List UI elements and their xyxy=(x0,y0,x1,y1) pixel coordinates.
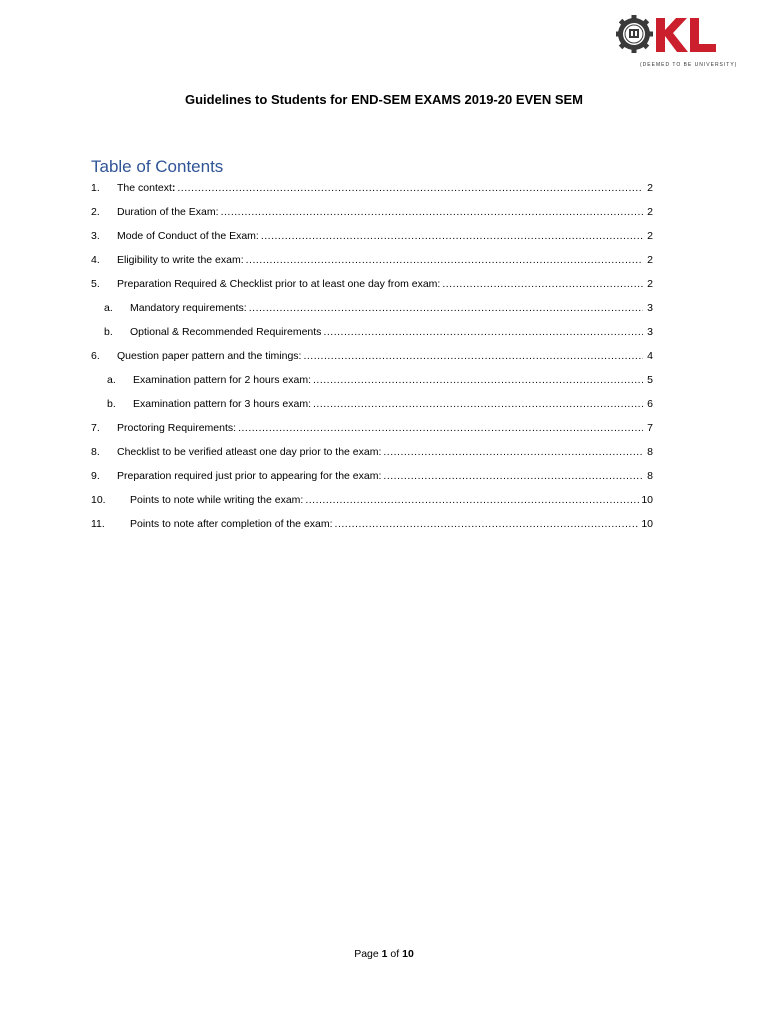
toc-leader-dots xyxy=(249,300,643,316)
toc-entry-page: 10 xyxy=(641,494,653,506)
toc-leader-dots xyxy=(177,180,643,196)
toc-entry-number: 2. xyxy=(91,206,100,218)
toc-subentry[interactable] xyxy=(91,372,653,396)
toc-leader-dots xyxy=(261,228,643,244)
toc-entry-number: a. xyxy=(104,302,113,314)
toc-entry-page: 10 xyxy=(641,518,653,530)
document-title: Guidelines to Students for END-SEM EXAMS 2019-20 EVEN SEM xyxy=(184,92,584,107)
toc-entry-page: 2 xyxy=(647,278,653,290)
toc-entry-label: Eligibility to write the exam: xyxy=(117,254,244,266)
toc-entry-label: The context: xyxy=(117,182,176,194)
university-logo xyxy=(616,12,738,68)
toc-entry-page: 3 xyxy=(647,326,653,338)
toc-entry-number: a. xyxy=(107,374,116,386)
toc-entry-page: 7 xyxy=(647,422,653,434)
toc-entry-page: 5 xyxy=(647,374,653,386)
toc-leader-dots xyxy=(383,444,643,460)
toc-entry-label: Points to note while writing the exam: xyxy=(130,494,304,506)
toc-entry-number: 1. xyxy=(91,182,100,194)
toc-leader-dots xyxy=(305,492,639,508)
toc-leader-dots xyxy=(238,420,643,436)
toc-entry-page: 2 xyxy=(647,230,653,242)
toc-entry-number: 5. xyxy=(91,278,100,290)
toc-entry[interactable] xyxy=(91,420,653,444)
toc-entry-label: Optional & Recommended Requirements xyxy=(130,326,322,338)
footer-current-page: 1 xyxy=(381,948,388,960)
toc-entry[interactable] xyxy=(91,468,653,492)
table-of-contents xyxy=(91,180,653,540)
toc-entry-label: Points to note after completion of the exam: xyxy=(130,518,333,530)
toc-entry[interactable] xyxy=(91,516,653,540)
toc-entry-label: Proctoring Requirements: xyxy=(117,422,237,434)
toc-entry-label: Mandatory requirements: xyxy=(130,302,247,314)
toc-entry-number: 11. xyxy=(91,518,105,530)
page-number-footer xyxy=(0,948,768,960)
toc-entry[interactable] xyxy=(91,252,653,276)
toc-leader-dots xyxy=(221,204,643,220)
toc-entry-number: b. xyxy=(107,398,116,410)
toc-entry-label: Duration of the Exam: xyxy=(117,206,219,218)
toc-entry-label: Examination pattern for 3 hours exam: xyxy=(133,398,312,410)
toc-entry[interactable] xyxy=(91,228,653,252)
kl-university-logo-icon xyxy=(616,12,720,58)
toc-leader-dots xyxy=(313,372,643,388)
toc-leader-dots xyxy=(246,252,643,268)
footer-total-pages: 10 xyxy=(402,948,414,960)
toc-entry-number: 6. xyxy=(91,350,100,362)
toc-entry-page: 8 xyxy=(647,470,653,482)
toc-subentry[interactable] xyxy=(91,324,653,348)
toc-entry-page: 2 xyxy=(647,206,653,218)
footer-page-prefix: Page xyxy=(354,948,379,960)
toc-leader-dots xyxy=(442,276,643,292)
toc-entry-label: Question paper pattern and the timings: xyxy=(117,350,302,362)
toc-leader-dots xyxy=(323,324,643,340)
toc-entry-number: 8. xyxy=(91,446,100,458)
toc-entry-label: Mode of Conduct of the Exam: xyxy=(117,230,259,242)
toc-entry-label: Checklist to be verified atleast one day prior to the exam: xyxy=(117,446,382,458)
toc-entry[interactable] xyxy=(91,276,653,300)
toc-entry-number: 4. xyxy=(91,254,100,266)
toc-leader-dots xyxy=(383,468,643,484)
toc-entry-page: 8 xyxy=(647,446,653,458)
toc-entry[interactable] xyxy=(91,180,653,204)
toc-subentry[interactable] xyxy=(91,396,653,420)
toc-entry-number: 9. xyxy=(91,470,100,482)
toc-entry-page: 4 xyxy=(647,350,653,362)
toc-subentry[interactable] xyxy=(91,300,653,324)
logo-tagline: (DEEMED TO BE UNIVERSITY) xyxy=(640,62,738,68)
toc-leader-dots xyxy=(335,516,640,532)
toc-entry[interactable] xyxy=(91,204,653,228)
toc-heading: Table of Contents xyxy=(91,157,224,176)
toc-entry-number: b. xyxy=(104,326,113,338)
toc-entry-label: Preparation Required & Checklist prior to at least one day from exam: xyxy=(117,278,441,290)
toc-entry-page: 2 xyxy=(647,182,653,194)
toc-entry-label: Examination pattern for 2 hours exam: xyxy=(133,374,312,386)
toc-entry-page: 3 xyxy=(647,302,653,314)
footer-of: of xyxy=(390,948,400,960)
toc-leader-dots xyxy=(303,348,643,364)
toc-entry-number: 7. xyxy=(91,422,100,434)
toc-entry-number: 3. xyxy=(91,230,100,242)
toc-entry[interactable] xyxy=(91,348,653,372)
toc-entry-page: 2 xyxy=(647,254,653,266)
toc-leader-dots xyxy=(313,396,643,412)
toc-entry-label: Preparation required just prior to appearing for the exam: xyxy=(117,470,382,482)
toc-entry-page: 6 xyxy=(647,398,653,410)
toc-entry-number: 10. xyxy=(91,494,106,506)
toc-entry[interactable] xyxy=(91,444,653,468)
toc-entry[interactable] xyxy=(91,492,653,516)
